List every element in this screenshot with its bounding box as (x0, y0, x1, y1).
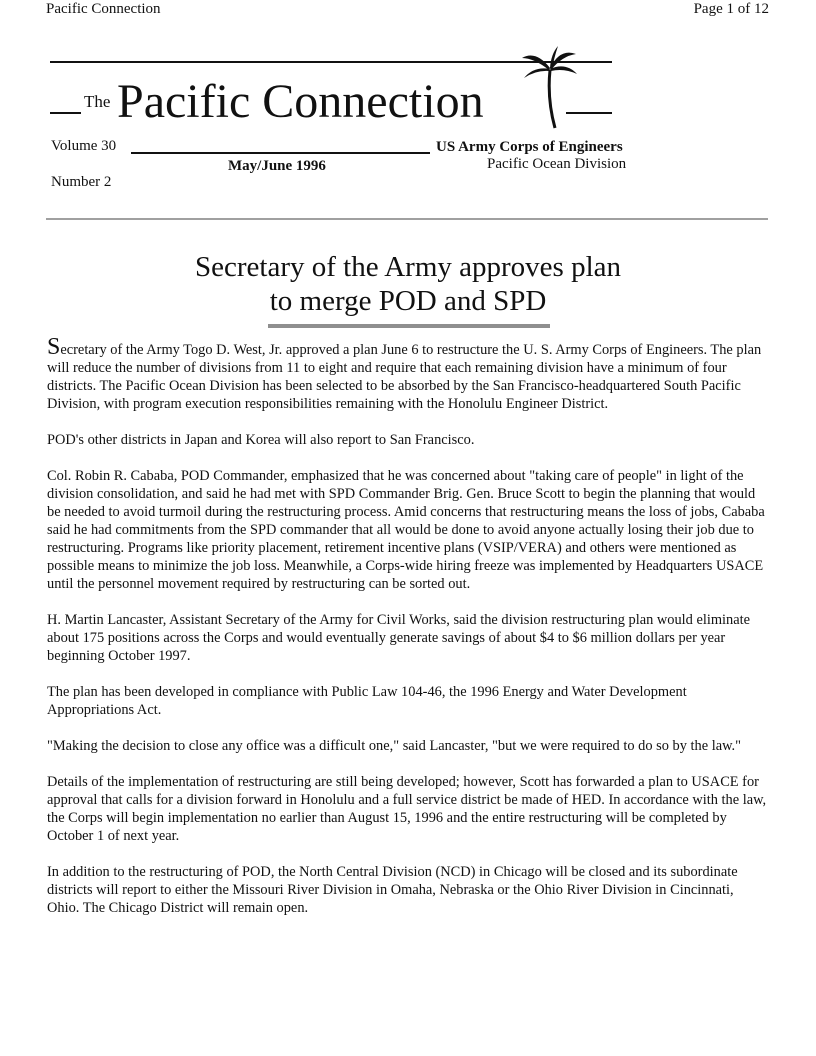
article-paragraph: Col. Robin R. Cababa, POD Commander, emphasized that he was concerned about "taking care of people" in light of the division consolidation, and said he had met with SPD Commander Brig. Gen. Bruce Scott to begin the planning that would be needed to avoid turmoil during the restructuring process. Amid concerns that restructuring means the loss of jobs, Cababa said he had commitments from the SPD commander that all would be done to avoid anyone actually losing their job due to restructuring. Programs like priority placement, retirement incentive plans (VSIP/VERA) and others were mentioned as possible means to minimize the job loss. Meanwhile, a Corps-wide hiring freeze was implemented by Headquarters USACE until the personnel movement required by restructuring can be sorted out. (47, 468, 765, 592)
issue-date: May/June 1996 (228, 158, 326, 174)
masthead-left-rule (50, 112, 81, 114)
masthead-date-rule (131, 152, 430, 154)
article-paragraph: POD's other districts in Japan and Korea will also report to San Francisco. (47, 432, 475, 448)
palm-tree-icon (520, 44, 578, 130)
headline-underline (268, 324, 550, 328)
drop-cap: S (47, 334, 61, 360)
headline-line-1: Secretary of the Army approves plan (195, 251, 621, 283)
page-divider (46, 218, 768, 220)
issue-number: Number 2 (51, 174, 112, 190)
paragraph-text: ecretary of the Army Togo D. West, Jr. approved a plan June 6 to restructure the U. S. Army Corps of Engineers. The plan will reduce the number of divisions from 11 to eight and require that each remaining division have a minimum of four districts. The Pacific Ocean Division has been selected to be absorbed by the San Francisco-headquartered South Pacific Division, with program execution responsibilities remaining with the Honolulu Engineer District. (47, 342, 762, 412)
article-body (47, 334, 767, 935)
article-paragraph: Details of the implementation of restructuring are still being developed; however, Scott has forwarded a plan to USACE for approval that calls for a division forward in Honolulu and a full service district be made of HED. In accordance with the law, the Corps will begin implementation no earlier than August 15, 1996 and the entire restructuring will be completed by October 1 of next year. (47, 774, 767, 844)
masthead-right-rule (566, 112, 612, 114)
masthead-the: The (84, 92, 111, 111)
division-name: Pacific Ocean Division (487, 156, 627, 172)
article-paragraph: The plan has been developed in compliance with Public Law 104-46, the 1996 Energy and Water Development Appropriations Act. (47, 684, 687, 718)
article-paragraph: In addition to the restructuring of POD, the North Central Division (NCD) in Chicago will be closed and its subordinate districts will report to either the Missouri River Division in Omaha, Nebraska or the Ohio River Division in Cincinnati, Ohio. The Chicago District will remain open. (47, 864, 738, 916)
volume-label: Volume 30 (51, 138, 117, 154)
masthead-title: Pacific Connection (117, 75, 484, 128)
article-paragraph: "Making the decision to close any office was a difficult one," said Lancaster, "but we were required to do so by the law." (47, 738, 742, 754)
article-headline (48, 250, 768, 318)
article-paragraph: H. Martin Lancaster, Assistant Secretary of the Army for Civil Works, said the division restructuring plan would eliminate about 175 positions across the Corps and would eventually generate savings of about $4 to $6 million dollars per year beginning October 1997. (47, 612, 750, 664)
running-header-title: Pacific Connection (46, 1, 161, 17)
page-indicator: Page 1 of 12 (693, 1, 769, 17)
headline-line-2: to merge POD and SPD (269, 285, 547, 317)
organization-name: US Army Corps of Engineers (436, 139, 623, 155)
article-paragraph (47, 334, 767, 413)
